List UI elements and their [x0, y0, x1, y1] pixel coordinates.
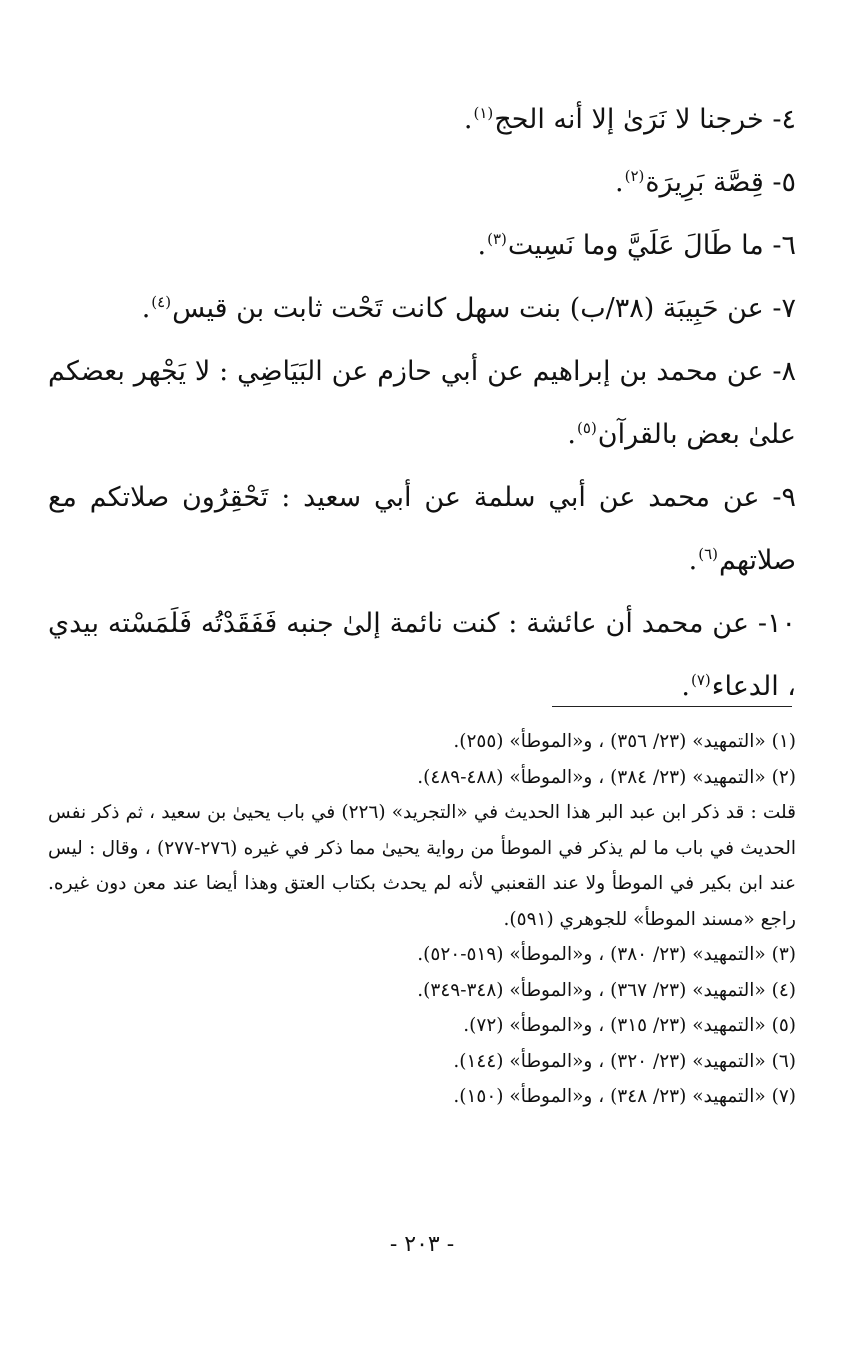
footnote-id: (٥): [771, 1015, 796, 1036]
footnote-ref[interactable]: (٦): [698, 545, 719, 563]
item-number: ٥-: [772, 167, 796, 198]
item-number: ٩-: [772, 482, 796, 513]
footnote: [48, 1008, 796, 1044]
footnote-text: «التمهيد» (٢٣/ ٣٢٠) ، و«الموطأ» (١٤٤).: [453, 1050, 766, 1072]
item-text: خرجنا لا نَرَىٰ إلا أنه الحج: [494, 104, 764, 135]
item-text: عن محمد عن أبي سلمة عن أبي سعيد : تَحْقِرُون صلاتكم مع صلاتهم: [48, 482, 796, 576]
footnote-id: (٤): [771, 979, 796, 1001]
footnote: [48, 1044, 796, 1080]
footnote-id: (٣): [771, 944, 796, 965]
footnote: [48, 973, 796, 1009]
list-item: [48, 214, 796, 277]
list-item: [48, 88, 796, 151]
footnote: [48, 937, 796, 973]
list-item: [48, 277, 796, 340]
list-item: [48, 466, 796, 592]
period: .: [688, 545, 698, 576]
item-number: ١٠-: [757, 608, 796, 639]
footnote-ref[interactable]: (٤): [151, 293, 172, 311]
footnote-ref[interactable]: (٥): [577, 419, 597, 437]
page-number: - ٢٠٣ -: [389, 1232, 455, 1257]
list-item: [48, 151, 796, 214]
footnote-text: «التمهيد» (٢٣/ ٣٦٧) ، و«الموطأ» (٣٤٨-٣٤٩).: [417, 979, 766, 1001]
footnote-text: «التمهيد» (٢٣/ ٣١٥) ، و«الموطأ» (٧٢).: [463, 1015, 766, 1036]
footnote-divider: [552, 706, 792, 707]
footnote-id: (٢): [771, 766, 796, 788]
list-item: [48, 592, 796, 718]
footnote-text: «التمهيد» (٢٣/ ٣٨٤) ، و«الموطأ» (٤٨٨-٤٨٩).: [417, 766, 766, 788]
period: .: [615, 167, 624, 198]
item-text: قِصَّة بَرِيرَة: [645, 167, 764, 198]
footnote-id: (١): [771, 731, 796, 752]
footnote-ref[interactable]: (٣): [487, 230, 507, 248]
item-text: عن محمد أن عائشة : كنت نائمة إلىٰ جنبه فَفَقَدْتُه فَلَمَسْته بيدي ، الدعاء: [48, 608, 796, 702]
footnote: [48, 1079, 796, 1115]
item-text: عن محمد بن إبراهيم عن أبي حازم عن البَيَاضِي : لا يَجْهر بعضكم علىٰ بعض بالقرآن: [48, 356, 796, 450]
period: .: [463, 104, 473, 135]
footnote-ref[interactable]: (٧): [690, 671, 711, 689]
item-text: عن حَبِيبَة (٣٨/ب) بنت سهل كانت تَحْت ثابت بن قيس: [172, 293, 764, 324]
footnote-text: «التمهيد» (٢٣/ ٣٥٦) ، و«الموطأ» (٢٥٥).: [453, 731, 766, 752]
item-number: ٤-: [772, 104, 796, 135]
item-text: ما طَالَ عَلَيَّ وما نَسِيت: [507, 230, 764, 261]
period: .: [567, 419, 577, 450]
period: .: [681, 671, 690, 702]
footnote: [48, 724, 796, 760]
item-number: ٧-: [772, 293, 796, 324]
footnote-text: «التمهيد» (٢٣/ ٣٨٠) ، و«الموطأ» (٥١٩-٥٢٠).: [417, 944, 766, 965]
period: .: [141, 293, 151, 324]
list-item: [48, 340, 796, 466]
item-number: ٨-: [772, 356, 796, 387]
footnote-text: «التمهيد» (٢٣/ ٣٤٨) ، و«الموطأ» (١٥٠).: [453, 1086, 766, 1107]
footnote-note: قلت : قد ذكر ابن عبد البر هذا الحديث في «التجريد» (٢٢٦) في باب يحيىٰ بن سعيد ، ثم ذكر نفس الحديث في باب ما لم يذكر في الموطأ من رواية يحيىٰ مما ذكر في غيره (٢٧٦-٢٧٧) ، وقال : ليس عند ابن بكير في الموطأ ولا عند القعنبي لأنه لم يحدث بكتاب العتق وهذا أيضا عند معن دون غيره. راجع «مسند الموطأ» للجوهري (٥٩١).: [48, 802, 797, 930]
footnote-id: (٦): [771, 1050, 796, 1072]
footnote-ref[interactable]: (٢): [624, 167, 645, 185]
footnotes: [48, 724, 796, 1115]
footnote-id: (٧): [771, 1086, 796, 1107]
item-number: ٦-: [772, 230, 796, 261]
period: .: [477, 230, 487, 261]
footnote-ref[interactable]: (١): [473, 104, 494, 122]
footnote: [48, 760, 796, 796]
main-text: [48, 88, 796, 718]
